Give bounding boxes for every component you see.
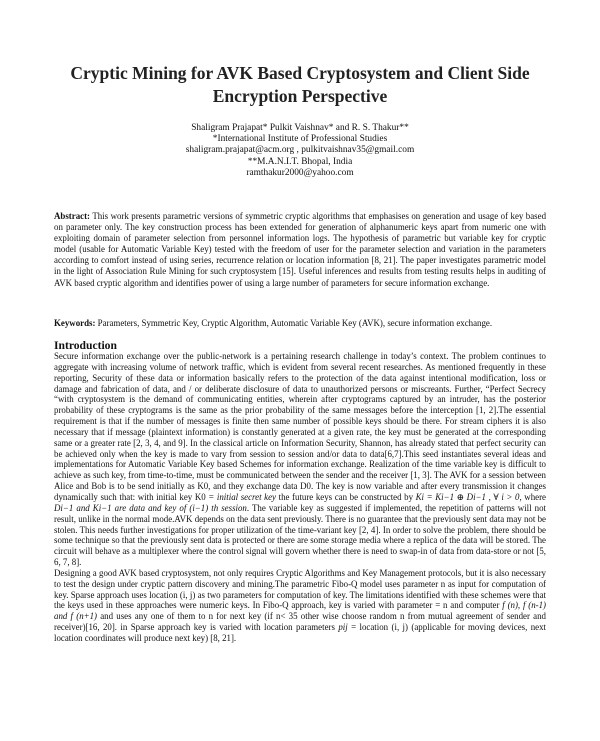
equation-session-definition: Di−1 and Ki−1 are data and key of (i−1) th session — [54, 502, 247, 513]
author-block — [100, 123, 500, 179]
paper-title: Cryptic Mining for AVK Based Cryptosystem and Client Side Encryption Perspective — [70, 63, 530, 106]
equation-initial-key: = initial secret key — [205, 491, 276, 502]
affiliation-1: *International Institute of Professional Studies — [212, 134, 388, 145]
abstract-text: This work presents parametric versions of symmetric cryptic algorithms that emphasises on generation and usage of key based on parameter only. The key construction process has been extended for generation of alphanumeric keys apart from numeric one with exploiting domain of parameter selection from personnel information logs. The hypothesis of parametric but variable key for cryptic model (usable for Automatic Variable Key) tested with the freedom of user for the parameter selection and variation in the parameters according to comfort instead of using series, recurrence relation or location information [8, 21]. The paper investigates parametric model in the light of Association Rule Mining for such cryptosystem [15]. Useful inferences and results from testing results helps in auditing of AVK based cryptic algorithm and identifies power of using a large number of parameters for secure information exchange. — [54, 211, 547, 288]
intro-p1-text-c: , where — [519, 491, 546, 502]
intro-p2-text-c: = location (i, j) (applicable for moving devices, next location coordinates will produce next key) [8, 21]. — [54, 622, 546, 643]
equation-location-param: pij — [338, 622, 348, 633]
introduction-body — [54, 351, 546, 653]
intro-p1-text-b: the future keys can be constructed by — [276, 491, 416, 502]
intro-paragraph-1 — [54, 351, 546, 568]
author-names: Shaligram Prajapat* Pulkit Vaishnav* and R. S. Thakur** — [191, 123, 409, 133]
intro-p1-text-d: . The variable key as suggested if implemented, the repetition of patterns will not result, unlike in the normal mode.AVK depends on the data sent previously. There is no guarantee that the previously sent data may not be stolen. This needs further investigations for proper utilization of the time-variant key [2, 4]. In order to solve the problem, there should be some technique so that the previously sent data is protected or there are some storage media where a replica of the data will be stored. The circuit will behave as a multiplexer where the control signal will govern whether there is need to swap-in of data from data-store or not [5, 6, 7, 8]. — [54, 502, 546, 568]
equation-fibo-q: f (n), f (n-1) and f (n+1) — [54, 600, 546, 622]
abstract — [54, 211, 546, 289]
intro-p1-text: Secure information exchange over the public-network is a pertaining research challenge in today’s context. The problem continues to aggregate with increasing volume of network traffic, which is evident from several recent researches. As mentioned frequently in these reporting, Security of these data or information basically refers to the protection of the data against intentional modification, loss or damage and fabrication of data, and / or deliberate disclosure of data to unauthorized persons or miscreants. Further, “Perfect Secrecy “with cryptosystem is the demand of communicating entities, wherein after cryptograms captured by an intruder, has the posterior probability of these cryptograms is the same as the prior probability of the same messages before the interception [1, 2].The essential requirement is that if the number of messages is finite then same number of possible keys should be there. For stream ciphers it is also necessary that if message (plaintext information) is constantly generated at a given rate, the key must be generated at the corresponding same or a greater rate [2, 3, 4, and 9]. In the classical article on Information Security, Shannon, has already stated that perfect security can be achieved only when the key is made to vary from session to session and/or data to data[6,7].This seed instantiates several ideas and implementations for Automatic Variable Key based Schemes for information exchange. Realization of the time variable key is difficult to achieve as such key, from time-to-time, must be communicated between the sender and the receiver [1, 3]. The AVK for a session between Alice and Bob is to be send initially as K0, and they exchange data D0. The key is now variable and after every transmission it changes dynamically such that: with initial key K0 — [54, 351, 546, 502]
intro-paragraph-2 — [54, 568, 546, 644]
abstract-label: Abstract: — [54, 211, 90, 221]
intro-p2-text-b: and uses any one of them to n for next key (if n< 35 other wise choose random n from mutual agreement of sender and receiver)[16, 20]. in Sparse approach key is varied with location parameters — [54, 611, 546, 633]
author-emails: shaligram.prajapat@acm.org , pulkitvaishnav35@gmail.com — [185, 145, 415, 156]
affiliation-2: **M.A.N.I.T. Bhopal, India — [247, 156, 353, 167]
author-email-2: ramthakur2000@yahoo.com — [246, 167, 354, 178]
keywords-text: Parameters, Symmetric Key, Cryptic Algorithm, Automatic Variable Key (AVK), secure information exchange. — [97, 318, 493, 328]
keywords-label: Keywords: — [54, 318, 96, 328]
section-heading-introduction: Introduction — [54, 339, 117, 352]
keywords — [54, 318, 546, 329]
intro-p2-text-a: Designing a good AVK based cryptosystem, not only requires Cryptic Algorithms and Key Management protocols, but it is also necessary to test the design under cryptic pattern discovery and mining.The parametric Fibo-Q model uses parameter n as input for computation of key. Sparse approach uses location (i, j) as two parameters for computation of key. The limitations identified with these schemes were that the keys used in these approaches were numeric keys. In Fibo-Q approach, key is varied with parameter = n and computer — [54, 567, 546, 611]
equation-key-update: Ki = Ki−1 ⊕ Di−1 , ∀ i > 0 — [415, 491, 520, 502]
